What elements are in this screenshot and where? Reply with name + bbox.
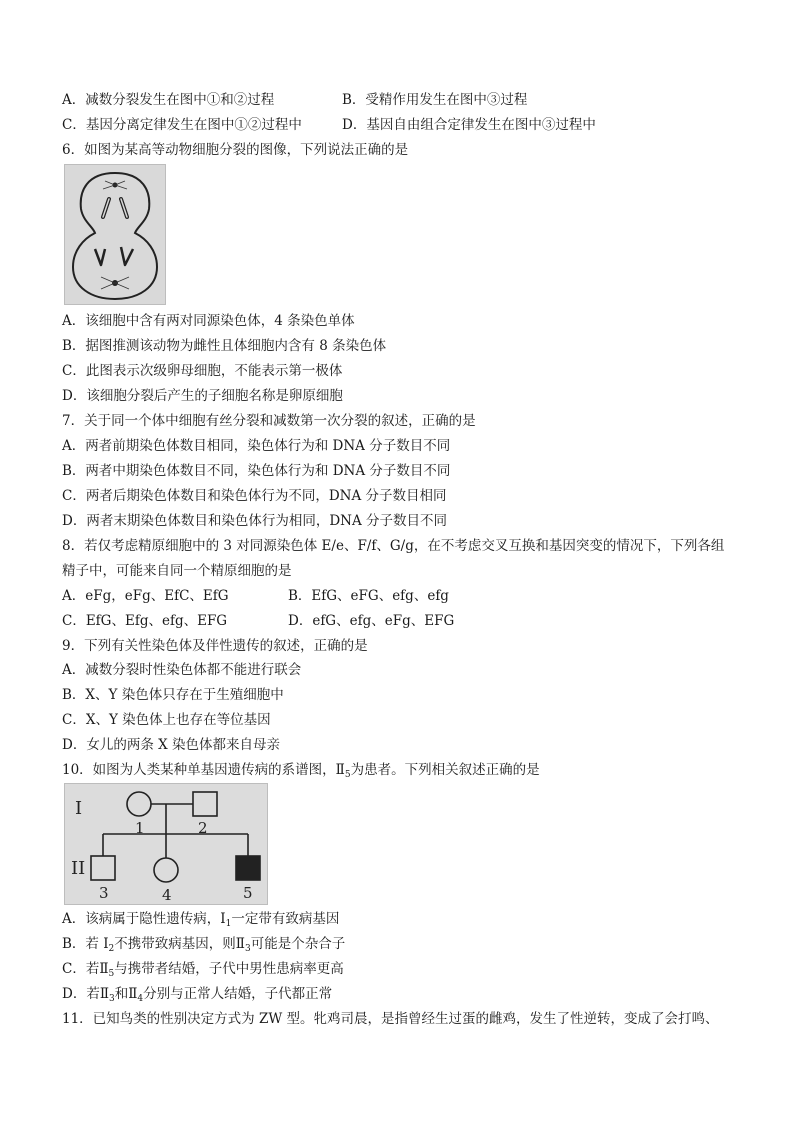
q6-option-c: C．此图表示次级卵母细胞，不能表示第一极体 (62, 363, 343, 379)
q7-stem: 7．关于同一个体中细胞有丝分裂和减数第一次分裂的叙述，正确的是 (62, 413, 476, 429)
q10-stem-text-a: 10．如图为人类某种单基因遗传病的系谱图，Ⅱ (62, 762, 345, 778)
label-1: 1 (135, 819, 145, 837)
q10-option-c-sub: 5 (108, 969, 115, 979)
q7-option-d: D．两者末期染色体数目和染色体行为相同，DNA 分子数目不同 (62, 513, 447, 529)
q10-option-d-text-3: 分别与正常人结婚，子代都正常 (143, 986, 333, 1002)
label-4: 4 (162, 886, 172, 904)
cell-division-figure (64, 164, 166, 305)
q8-stem-line1: 8．若仅考虑精原细胞中的 3 对同源染色体 E/e、F/f、G/g，在不考虑交叉互换和基因突变的情况下，下列各组 (62, 538, 725, 554)
q10-option-b-text-3: 可能是个杂合子 (250, 936, 346, 952)
generation-label-i: I (75, 798, 83, 819)
q10-option-b-sub-2: 3 (244, 944, 251, 954)
q10-option-d-sub-2: 4 (137, 994, 144, 1004)
q10-option-d (62, 985, 332, 1008)
q10-option-b-text: B．若 I (62, 936, 109, 952)
q9-option-a: A．减数分裂时性染色体都不能进行联会 (62, 662, 302, 678)
q10-option-d-sub-1: 3 (109, 994, 115, 1004)
q10-option-a-text-2: 一定带有致病基因 (231, 911, 340, 927)
q8-option-d: D．efG、efg、eFg、EFG (288, 613, 455, 629)
individual-i2-male (193, 792, 217, 816)
individual-ii5-affected-male (236, 856, 260, 880)
q10-stem-subscript: 5 (344, 770, 351, 780)
q8-option-b: B．EfG、eFG、efg、efg (288, 588, 449, 604)
q10-option-d-text: D．若Ⅱ (62, 986, 109, 1002)
q6-stem: 6．如图为某高等动物细胞分裂的图像，下列说法正确的是 (62, 142, 409, 158)
q5-option-d: D．基因自由组合定律发生在图中③过程中 (342, 117, 596, 133)
q10-option-c-text-2: 与携带者结婚，子代中男性患病率更高 (114, 961, 344, 977)
q10-option-d-text-2: 和Ⅱ (114, 986, 138, 1002)
individual-i1-female (127, 792, 151, 816)
label-5: 5 (243, 884, 253, 902)
q9-stem: 9．下列有关性染色体及伴性遗传的叙述，正确的是 (62, 638, 368, 654)
q10-option-b-text-2: 不携带致病基因，则Ⅱ (114, 936, 245, 952)
q9-option-b: B．X、Y 染色体只存在于生殖细胞中 (62, 687, 284, 703)
individual-ii4-female (154, 858, 178, 882)
q10-option-c-text: C．若Ⅱ (62, 961, 109, 977)
q10-option-a-text: A．该病属于隐性遗传病，I (62, 911, 226, 927)
q6-option-d: D．该细胞分裂后产生的子细胞名称是卵原细胞 (62, 388, 343, 404)
q11-stem: 11．已知鸟类的性别决定方式为 ZW 型。牝鸡司晨，是指曾经生过蛋的雌鸡，发生了性逆转，变成了会打鸣、 (62, 1011, 719, 1027)
q10-option-c (62, 960, 344, 983)
q8-option-a: A．eFg，eFg、EfC、EfG (62, 588, 229, 604)
q5-option-b: B．受精作用发生在图中③过程 (342, 92, 528, 108)
q7-option-c: C．两者后期染色体数目和染色体行为不同，DNA 分子数目相同 (62, 488, 447, 504)
q10-stem (62, 761, 540, 784)
q10-option-a-sub: 1 (225, 919, 232, 929)
q10-option-a (62, 910, 339, 933)
q8-option-c: C．EfG、Efg、efg、EFG (62, 613, 228, 629)
q6-option-a: A．该细胞中含有两对同源染色体，4 条染色单体 (62, 313, 355, 329)
label-2: 2 (198, 819, 208, 837)
q8-stem-line2: 精子中，可能来自同一个精原细胞的是 (62, 563, 292, 579)
label-3: 3 (99, 884, 109, 902)
q10-option-b-sub-1: 2 (108, 944, 115, 954)
pedigree-chart (64, 783, 268, 905)
q10-stem-text-b: 为患者。下列相关叙述正确的是 (350, 762, 540, 778)
q5-option-a: A．减数分裂发生在图中①和②过程 (62, 92, 275, 108)
q7-option-b: B．两者中期染色体数目不同，染色体行为和 DNA 分子数目不同 (62, 463, 451, 479)
q5-option-c: C．基因分离定律发生在图中①②过程中 (62, 117, 302, 133)
q9-option-c: C．X、Y 染色体上也存在等位基因 (62, 712, 271, 728)
q6-option-b: B．据图推测该动物为雌性且体细胞内含有 8 条染色体 (62, 338, 387, 354)
individual-ii3-male (91, 856, 115, 880)
q10-option-b (62, 935, 345, 958)
generation-label-ii: II (71, 858, 86, 879)
q9-option-d: D．女儿的两条 X 染色体都来自母亲 (62, 737, 281, 753)
q7-option-a: A．两者前期染色体数目相同，染色体行为和 DNA 分子数目不同 (62, 438, 451, 454)
